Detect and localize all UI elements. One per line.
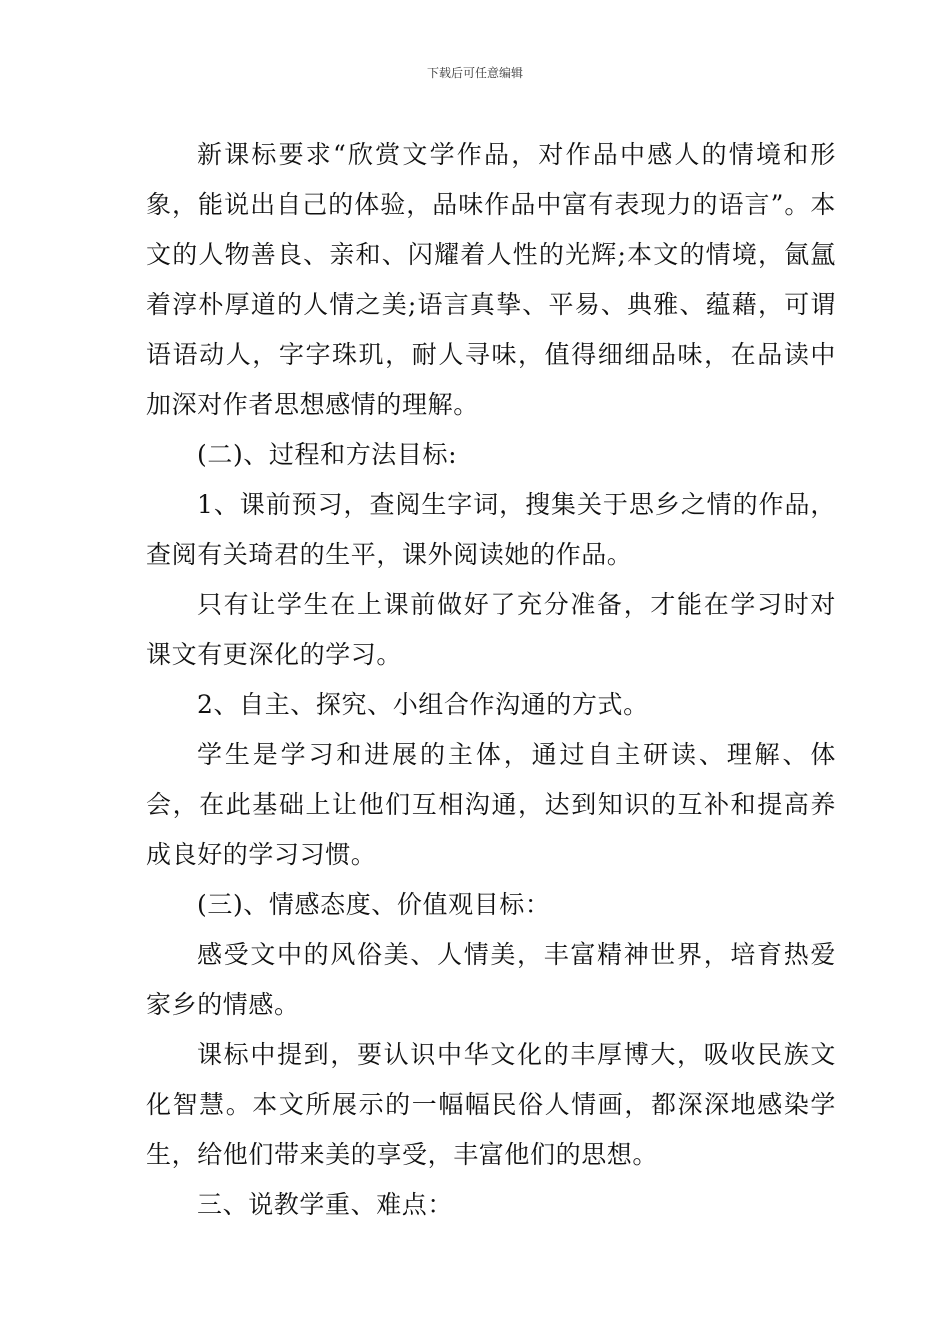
page-header-note: 下载后可任意编辑 [426, 66, 523, 80]
heading-cooperative-method: 2、自主、探究、小组合作沟通的方式。 [197, 690, 649, 719]
heading-emotion-values-goals: (三)、情感态度、价值观目标： [197, 890, 551, 919]
paragraph-curriculum-requirement: 新课标要求“欣赏文学作品，对作品中感人的情境和形象，能说出自己的体验，品味作品中富有表现力的语言”。本文的人物善良、亲和、闪耀着人性的光辉;本文的情境，氤氲着淳朴厚道的人情之美;语言真挚、平易、典雅、蕴藉，可谓语语动人，字字珠玑，耐人寻味，值得细细品味，在品读中加深对作者思想感情的理解。 [146, 140, 836, 419]
paragraph-preview-task: 1、课前预习，查阅生字词，搜集关于思乡之情的作品，查阅有关琦君的生平，课外阅读她的作品。 [146, 490, 836, 569]
paragraph-preparation: 只有让学生在上课前做好了充分准备，才能在学习时对课文有更深化的学习。 [146, 590, 836, 669]
paragraph-student-subject: 学生是学习和进展的主体，通过自主研读、理解、体会，在此基础上让他们互相沟通，达到知识的互补和提高养成良好的学习习惯。 [146, 740, 836, 869]
document-body [146, 130, 836, 1230]
heading-process-method-goals: (二)、过程和方法目标: [197, 440, 458, 469]
paragraph-feel-beauty: 感受文中的风俗美、人情美，丰富精神世界，培育热爱家乡的情感。 [146, 940, 836, 1019]
paragraph-chinese-culture: 课标中提到，要认识中华文化的丰厚博大，吸收民族文化智慧。本文所展示的一幅幅民俗人情画，都深深地感染学生，给他们带来美的享受，丰富他们的思想。 [146, 1040, 836, 1169]
heading-key-difficult-points: 三、说教学重、难点： [197, 1190, 454, 1219]
